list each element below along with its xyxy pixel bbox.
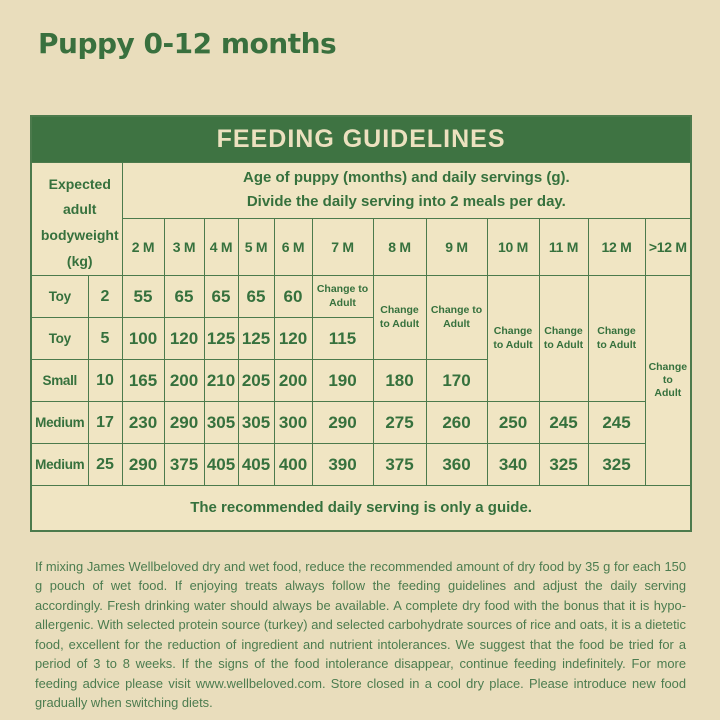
table-footer-row bbox=[31, 486, 691, 531]
serving-value-cell: 230 bbox=[122, 402, 164, 444]
serving-value-cell: 125 bbox=[204, 318, 238, 360]
serving-value-cell: 60 bbox=[274, 276, 312, 318]
breed-size-cell: Toy bbox=[31, 276, 88, 318]
age-header-line2: Divide the daily serving into 2 meals per day. bbox=[246, 193, 566, 211]
bodyweight-header-cell: Expected adult bodyweight (kg) bbox=[31, 162, 122, 276]
serving-value-cell: 200 bbox=[274, 360, 312, 402]
bodyweight-value-cell: 17 bbox=[88, 402, 122, 444]
serving-value-cell: 120 bbox=[274, 318, 312, 360]
change-to-adult-cell: Change to Adult bbox=[588, 276, 645, 402]
change-to-adult-cell: Change to Adult bbox=[312, 276, 373, 318]
month-header-row bbox=[31, 219, 691, 276]
serving-value-cell: 275 bbox=[373, 402, 426, 444]
change-to-adult-cell: Change to Adult bbox=[426, 276, 487, 360]
month-header-cell: 7 M bbox=[312, 219, 373, 276]
serving-value-cell: 200 bbox=[164, 360, 204, 402]
serving-value-cell: 260 bbox=[426, 402, 487, 444]
change-to-adult-cell: Change to Adult bbox=[487, 276, 539, 402]
bodyweight-value-cell: 25 bbox=[88, 444, 122, 486]
serving-value-cell: 125 bbox=[238, 318, 274, 360]
serving-value-cell: 290 bbox=[312, 402, 373, 444]
serving-value-cell: 305 bbox=[238, 402, 274, 444]
serving-value-cell: 400 bbox=[274, 444, 312, 486]
serving-value-cell: 375 bbox=[373, 444, 426, 486]
serving-value-cell: 390 bbox=[312, 444, 373, 486]
serving-value-cell: 360 bbox=[426, 444, 487, 486]
bodyweight-value-cell: 2 bbox=[88, 276, 122, 318]
serving-value-cell: 210 bbox=[204, 360, 238, 402]
serving-value-cell: 290 bbox=[122, 444, 164, 486]
serving-value-cell: 325 bbox=[539, 444, 588, 486]
breed-size-cell: Toy bbox=[31, 318, 88, 360]
table-row-toy-2 bbox=[31, 276, 691, 318]
serving-value-cell: 245 bbox=[539, 402, 588, 444]
footnote-paragraph: If mixing James Wellbeloved dry and wet food, reduce the recommended amount of dry food by 35 g for each 150 g pouch of wet food. If enjoying treats always follow the feeding guidelines and adjust the daily serving accordingly. Fresh drinking water should always be available. A complete dry food with the bonus that it is hypo-allergenic. With selected protein source (turkey) and selected carbohydrate sources of rice and oats, it is a dietetic food, excellent for the reduction of ingredient and nutrient intolerances. We suggest that the food be tried for a period of 3 to 8 weeks. If the signs of the food intolerance disappear, continue feeding indefinitely. For more feeding advice please visit www.wellbeloved.com. Store closed in a cool dry place. Please introduce new food gradually when switching diets. bbox=[35, 559, 686, 711]
serving-value-cell: 120 bbox=[164, 318, 204, 360]
month-header-cell: 3 M bbox=[164, 219, 204, 276]
table-title-row bbox=[31, 116, 691, 162]
serving-value-cell: 375 bbox=[164, 444, 204, 486]
bodyweight-value-cell: 5 bbox=[88, 318, 122, 360]
age-header-cell bbox=[122, 162, 691, 219]
serving-value-cell: 250 bbox=[487, 402, 539, 444]
month-header-cell: 10 M bbox=[487, 219, 539, 276]
serving-value-cell: 170 bbox=[426, 360, 487, 402]
month-header-cell: 11 M bbox=[539, 219, 588, 276]
serving-value-cell: 340 bbox=[487, 444, 539, 486]
breed-size-cell: Medium bbox=[31, 402, 88, 444]
serving-value-cell: 245 bbox=[588, 402, 645, 444]
serving-value-cell: 325 bbox=[588, 444, 645, 486]
serving-value-cell: 300 bbox=[274, 402, 312, 444]
feeding-guidelines-table bbox=[30, 115, 692, 532]
month-header-cell: 2 M bbox=[122, 219, 164, 276]
age-header-line1: Age of puppy (months) and daily servings (g). bbox=[242, 168, 570, 186]
month-header-cell: 4 M bbox=[204, 219, 238, 276]
serving-value-cell: 65 bbox=[238, 276, 274, 318]
serving-value-cell: 290 bbox=[164, 402, 204, 444]
month-header-cell: 12 M bbox=[588, 219, 645, 276]
month-header-cell: 5 M bbox=[238, 219, 274, 276]
table-title-bar: FEEDING GUIDELINES bbox=[31, 116, 691, 162]
age-header-row bbox=[31, 162, 691, 219]
change-to-adult-cell: Change to Adult bbox=[373, 276, 426, 360]
serving-value-cell: 115 bbox=[312, 318, 373, 360]
change-to-adult-cell: Change to Adult bbox=[539, 276, 588, 402]
page-title: Puppy 0-12 months bbox=[38, 27, 337, 60]
serving-value-cell: 165 bbox=[122, 360, 164, 402]
month-header-cell: >12 M bbox=[645, 219, 691, 276]
serving-value-cell: 190 bbox=[312, 360, 373, 402]
serving-value-cell: 305 bbox=[204, 402, 238, 444]
serving-value-cell: 55 bbox=[122, 276, 164, 318]
month-header-cell: 9 M bbox=[426, 219, 487, 276]
table-row-medium-17 bbox=[31, 402, 691, 444]
serving-value-cell: 65 bbox=[164, 276, 204, 318]
bodyweight-value-cell: 10 bbox=[88, 360, 122, 402]
change-to-adult-cell: Change to Adult bbox=[645, 276, 691, 486]
table-row-medium-25 bbox=[31, 444, 691, 486]
table-footer-note: The recommended daily serving is only a guide. bbox=[31, 486, 691, 531]
breed-size-cell: Small bbox=[31, 360, 88, 402]
breed-size-cell: Medium bbox=[31, 444, 88, 486]
serving-value-cell: 180 bbox=[373, 360, 426, 402]
serving-value-cell: 100 bbox=[122, 318, 164, 360]
serving-value-cell: 205 bbox=[238, 360, 274, 402]
month-header-cell: 6 M bbox=[274, 219, 312, 276]
month-header-cell: 8 M bbox=[373, 219, 426, 276]
serving-value-cell: 405 bbox=[238, 444, 274, 486]
serving-value-cell: 405 bbox=[204, 444, 238, 486]
serving-value-cell: 65 bbox=[204, 276, 238, 318]
